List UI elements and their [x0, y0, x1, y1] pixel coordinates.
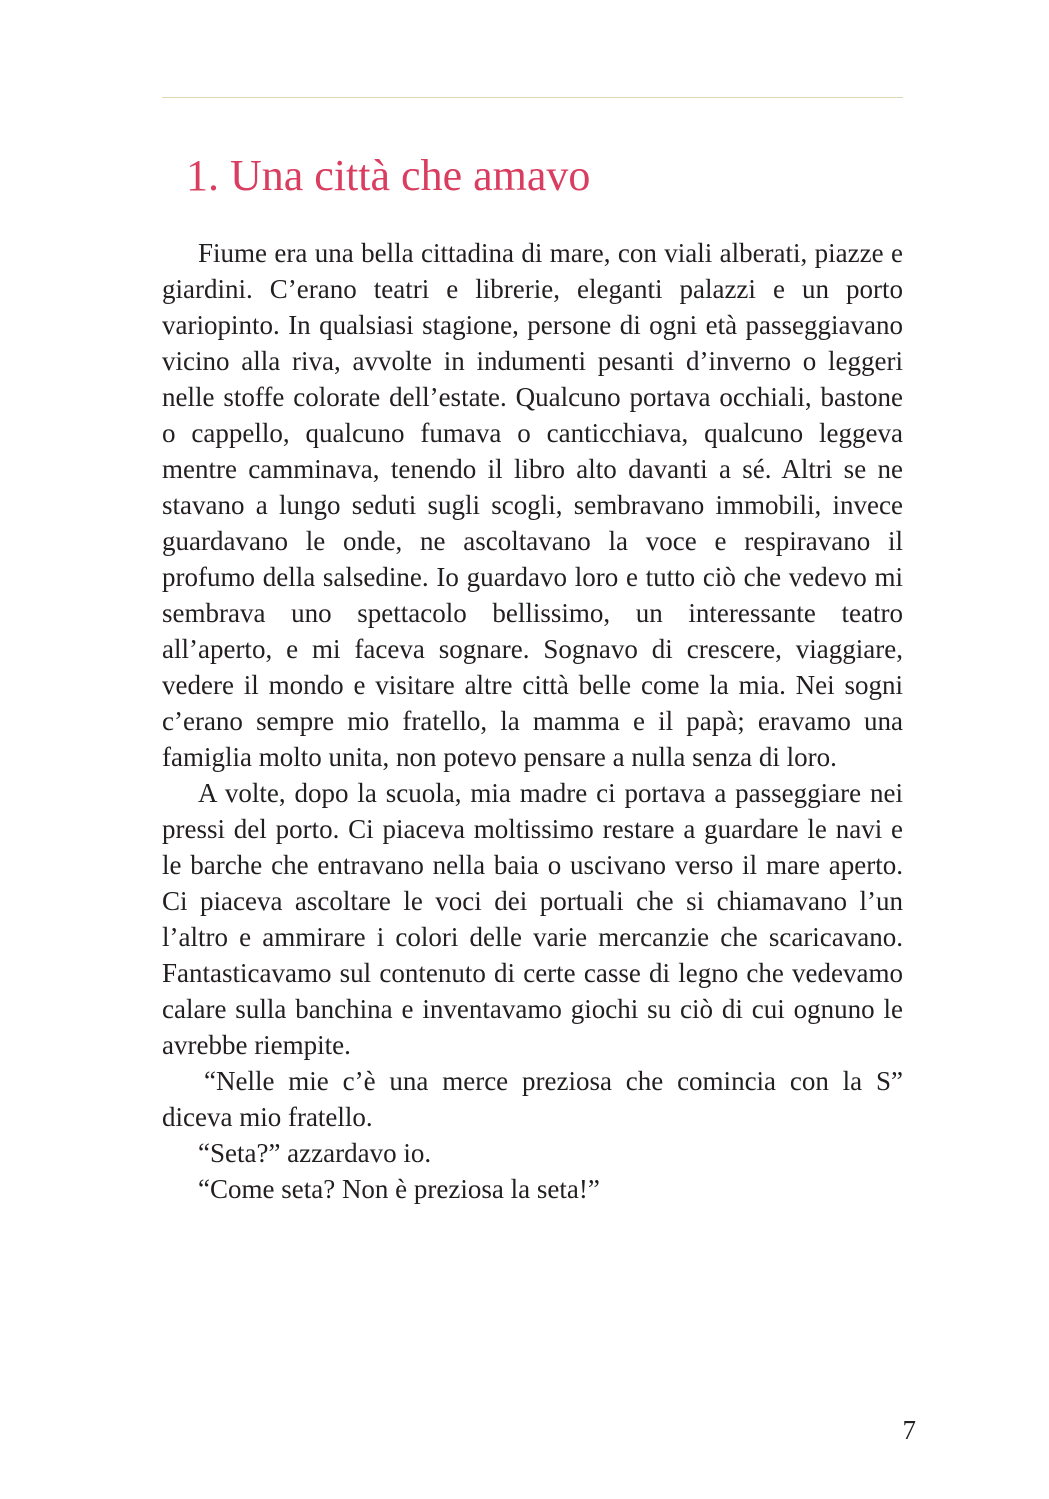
paragraph-2: A volte, dopo la scuola, mia madre ci portava a passeggiare nei pressi del porto. Ci piaceva moltissimo restare a guardare le navi e le barche che entravano nella baia o uscivano verso il mare aperto. Ci piaceva ascoltare le voci dei portuali che si chiamavano l’un l’altro e ammirare i colori delle varie mercanzie che scaricavano. Fantasticavamo sul contenuto di certe casse di legno che vedevamo calare sulla banchina e inventavamo giochi su ciò di cui ognuno le avrebbe riempite. — [162, 778, 903, 1060]
paragraph-3: “Nelle mie c’è una merce preziosa che comincia con la S” diceva mio fratello. — [162, 1066, 903, 1132]
paragraph-4: “Seta?” azzardavo io. — [198, 1138, 432, 1168]
paragraph-1: Fiume era una bella cittadina di mare, con viali alberati, piazze e giardini. C’erano teatri e librerie, eleganti palazzi e un porto variopinto. In qualsiasi stagione, persone di ogni età passeggiavano vicino alla riva, avvolte in indumenti pesanti d’inverno o leggeri nelle stoffe colorate dell’estate. Qualcuno portava occhiali, bastone o cappello, qualcuno fumava o canticchiava, qualcuno leggeva mentre camminava, tenendo il libro alto davanti a sé. Altri se ne stavano a lungo seduti sugli scogli, sembravano immobili, invece guardavano le onde, ne ascoltavano la voce e respiravano il profumo della salsedine. Io guardavo loro e tutto ciò che vedevo mi sembrava uno spettacolo bellissimo, un interessante teatro all’aperto, e mi faceva sognare. Sognavo di crescere, viaggiare, vedere il mondo e visitare altre città belle come la mia. Nei sogni c’erano sempre mio fratello, la mamma e il papà; eravamo una famiglia molto unita, non potevo pensare a nulla senza di loro. — [162, 238, 903, 772]
page-number: 7 — [902, 1415, 916, 1445]
chapter-title: 1. Una città che amavo — [186, 151, 591, 200]
paragraph-5: “Come seta? Non è preziosa la seta!” — [198, 1174, 600, 1204]
header-rule — [162, 97, 903, 98]
body-text — [162, 235, 903, 1207]
